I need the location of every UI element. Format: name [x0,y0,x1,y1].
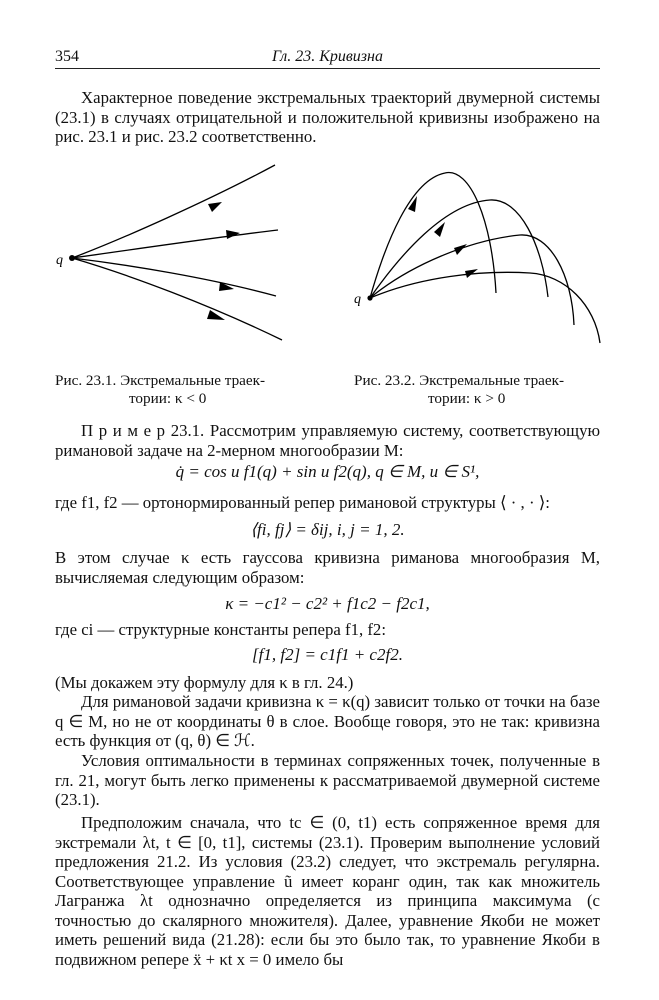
formula-curvature: κ = −c1² − c2² + f1c2 − f2c1, [225,594,430,613]
running-header [55,44,600,69]
trajectory-2 [72,230,278,258]
example-paragraph [55,421,600,460]
caption-line-1: Рис. 23.2. Экстремальные траек- [354,372,565,389]
chapter-title: Гл. 23. Кривизна [272,48,383,65]
page-number: 354 [55,48,79,65]
constants-paragraph: где ci — структурные константы репера f1, f2: [55,620,386,639]
intro-paragraph: Характерное поведение экстремальных траекторий двумерной системы (23.1) в случаях отрицательной и положительной кривизны изображено на рис. 23.1 и рис. 23.2 соответственно. [55,88,600,146]
trajectory-3 [72,258,276,296]
trajectory-curves [72,165,282,340]
origin-point [367,295,372,300]
arrow-4 [207,310,225,320]
curvature-paragraph: В этом случае κ есть гауссова кривизна риманова многообразия M, вычисляемая следующим образом: [55,548,600,587]
point-label-q: q [354,292,361,307]
riemannian-paragraph: Для римановой задачи кривизна κ = κ(q) зависит только от точки на базе q ∈ M, но не от координаты θ в слое. Вообще говоря, это не так: кривизна есть функция от (q, θ) ∈ ℋ. [55,692,600,750]
origin-point [69,255,75,261]
arrow-1 [208,202,222,212]
trajectory-arrows [207,202,240,320]
figure-23-2-caption [354,372,564,408]
example-text: Рассмотрим управляемую систему, соответствующую римановой задаче на 2-мерном многообразии M: [55,421,601,460]
trajectory-4 [72,258,282,340]
trajectory-3 [370,235,574,325]
formula-orthonormal: ⟨fi, fj⟩ = δij, i, j = 1, 2. [250,520,405,539]
formula-control-system: q̇ = cos u f1(q) + sin u f2(q), q ∈ M, u ∈ S¹, [175,462,480,481]
caption-line-2: тории: κ < 0 [129,390,207,407]
trajectory-4 [370,272,600,343]
figure-23-2 [350,165,610,345]
conjugate-time-paragraph: Предположим сначала, что tc ∈ (0, t1) есть сопряженное время для экстремали λt, t ∈ [0, t1], системы (23.1). Проверим выполнение условий предложения 21.2. Из условия (23.2) следует, что экстремаль регулярна. Соответствующее управление ũ имеет коранг один, так как множитель Лагранжа λt однозначно определяется из принципа максимума (с точностью до скалярного множителя). Далее, уравнение Якоби не может иметь решений вида (21.28): если бы это было так, то уравнение Якоби в подвижном репере ẍ + κt x = 0 имело бы [55,813,600,969]
figure-23-1-caption [55,372,265,408]
caption-line-1: Рис. 23.1. Экстремальные траек- [55,372,266,389]
figure-23-1 [50,160,300,350]
point-label-q: q [56,253,63,268]
arrow-3 [454,244,467,255]
caption-line-2: тории: κ > 0 [428,390,506,407]
frame-paragraph: где f1, f2 — ортонормированный репер римановой структуры ⟨ · , · ⟩: [55,493,550,512]
proof-note: (Мы докажем эту формулу для κ в гл. 24.) [55,673,354,692]
example-heading: П р и м е р 23.1. [81,421,205,440]
trajectory-arrows [408,196,478,278]
optimality-paragraph: Условия оптимальности в терминах сопряженных точек, полученные в гл. 21, могут быть легко применены к рассматриваемой двумерной системе (23.1). [55,751,600,809]
formula-bracket: [f1, f2] = c1f1 + c2f2. [252,645,403,664]
trajectory-curves [370,173,600,343]
